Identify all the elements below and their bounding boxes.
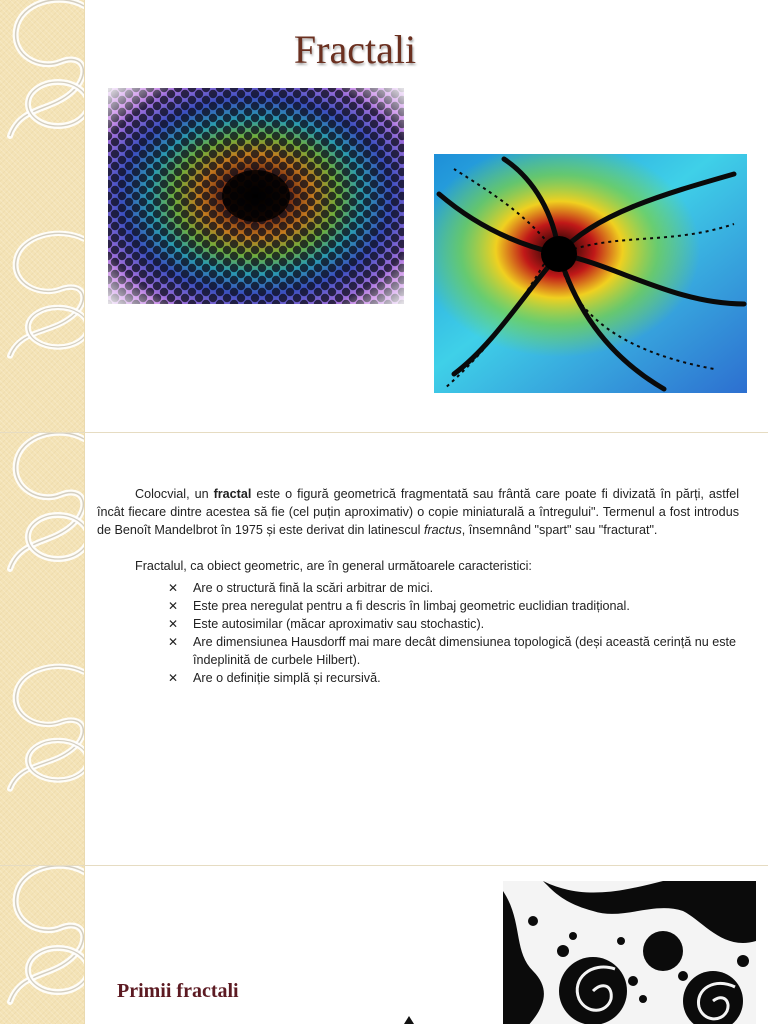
mouse-cursor-icon [404, 1016, 414, 1024]
slide-2 [0, 433, 768, 865]
decorative-side-band [0, 0, 85, 432]
slide-1 [0, 0, 768, 432]
x-bullet-icon: ✕ [168, 581, 179, 595]
slide-title: Fractali [293, 27, 417, 72]
term-fractal: fractal [213, 487, 252, 501]
julia-spiral-fractal-image [434, 154, 747, 393]
slide-title: Primii fractali [117, 980, 239, 1002]
x-bullet-icon: ✕ [168, 671, 179, 685]
definition-paragraph: Colocvial, un fractal este o figură geometrică fragmentată sau frântă care poate fi divizată în părți, astfel încât fiecare dintre acestea să fie (cel puțin aproximativ) o copie miniaturală a întregului". Termenul a fost introdus de Benoît Mandelbrot în 1975 și este derivat din latinescul fractus, însemnând "spart" sau "fracturat". [97, 487, 739, 537]
slide-body-text [97, 485, 739, 687]
term-fractus: fractus [423, 523, 462, 537]
decorative-side-band [0, 433, 85, 865]
x-bullet-icon: ✕ [168, 599, 179, 613]
swirl-ornament-icon [0, 866, 84, 1024]
characteristics-intro: Fractalul, ca obiect geometric, are în general următoarele caracteristici: [135, 559, 532, 573]
black-white-fractal-image [503, 881, 756, 1024]
slide-3 [0, 866, 768, 1024]
tunnel-fractal-image [108, 88, 404, 304]
list-item: ✕ Are dimensiunea Hausdorff mai mare decât dimensiunea topologică (deși această cerință nu este îndeplinită de curbele Hilbert). [168, 635, 737, 667]
decorative-side-band [0, 866, 85, 1024]
list-item: ✕ Este prea neregulat pentru a fi descris în limbaj geometric euclidian tradițional. [168, 599, 630, 613]
characteristics-list [97, 579, 739, 687]
swirl-ornament-icon [0, 433, 84, 865]
list-item: ✕ Are o structură fină la scări arbitrar de mici. [168, 581, 434, 595]
swirl-ornament-icon [0, 0, 84, 432]
list-item: ✕ Are o definiție simplă și recursivă. [168, 671, 381, 685]
list-item: ✕ Este autosimilar (măcar aproximativ sau stochastic). [168, 617, 485, 631]
x-bullet-icon: ✕ [168, 635, 179, 649]
x-bullet-icon: ✕ [168, 617, 179, 631]
